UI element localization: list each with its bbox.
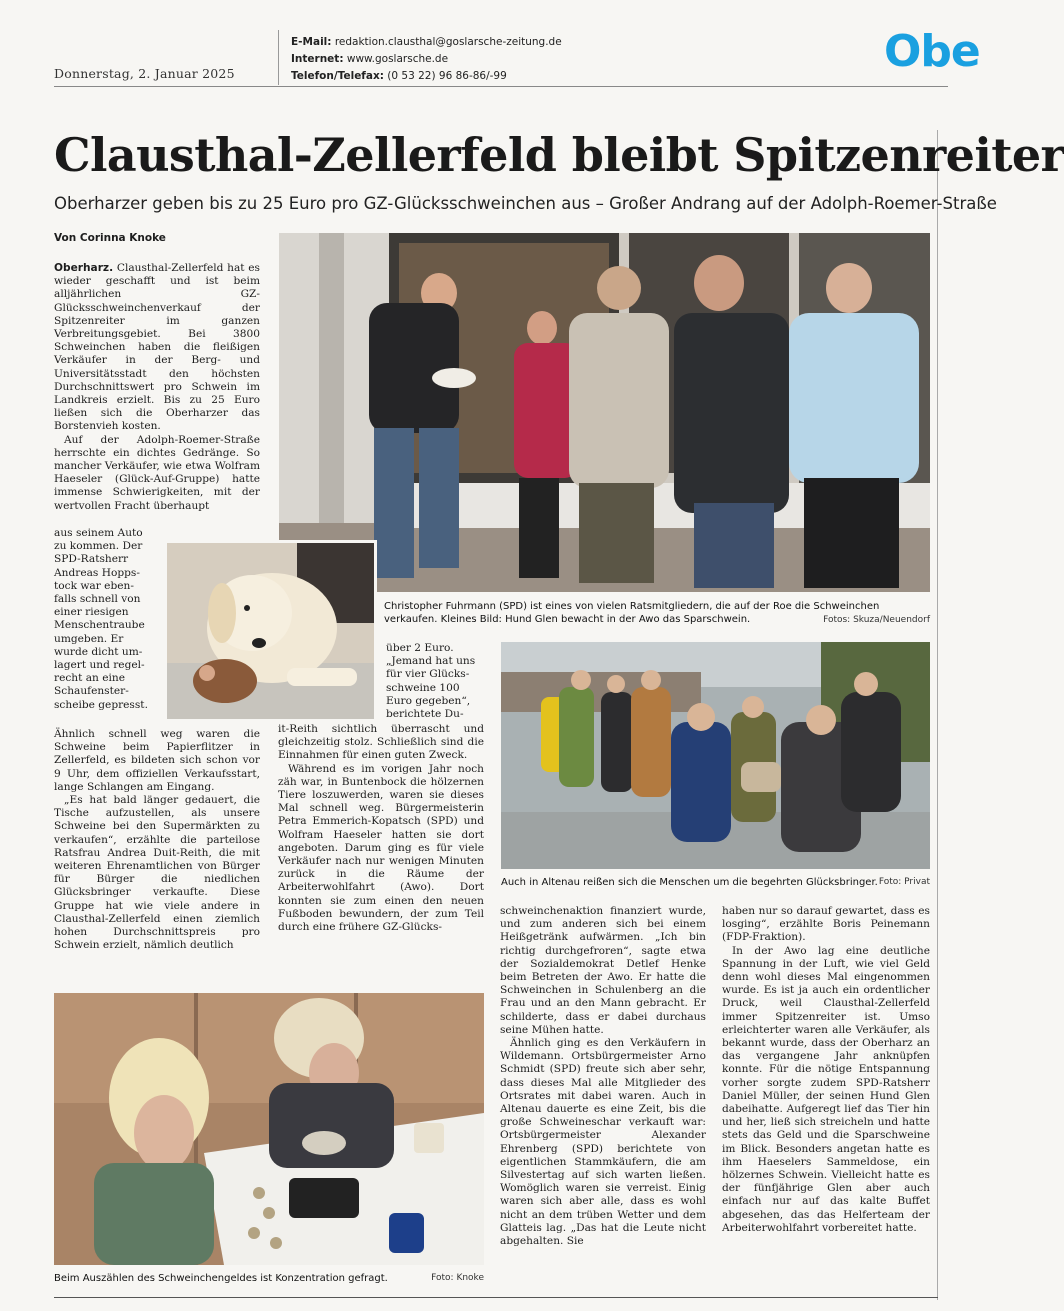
article-paragraph: Ähnlich ging es den Verkäufern in Wildemann. Ortsbürgermeister Arno Schmidt (SPD) freute sich aber sehr, dass dieses Mal alle Mitglieder des Ortsrates mit dabei waren. Auch in Altenau dauerte es eine Zeit, bis die große Schweineschar verkauft war: Ortsbürgermeister Alexander Ehrenberg (SPD) berichtete von eigentlichen Stammkäufern, die am Silvestertag auf sich warten ließen. Womöglich waren sie verreist. Einig waren sich aber alle, dass es wohl nicht an dem trüben Wetter und dem Glatteis lag. „Das hat die Leute nicht abgehalten. Sie (500, 1037, 706, 1248)
article-column-1-lower (54, 728, 260, 952)
article-paragraph: Während es im vorigen Jahr noch zäh war, in Buntenbock die hölzernen Tiere loszuwerden, waren sie dieses Mal schnell weg. Bürgermeisterin Petra Emmerich-Kopatsch (SPD) und Wolfram Haeseler hatten sie dort angeboten. Darum ging es für viele Verkäufer nach nur wenigen Minuten zurück in die Räume der Arbeiterwohlfahrt (Awo). Dort konnten sie zum einen den neuen Fußboden bewundern, der zum Teil durch eine frühere GZ-Glücks- (278, 762, 484, 934)
main-photo-caption: Christopher Fuhrmann (SPD) ist eines von vielen Ratsmitgliedern, die auf der Roe die Schweinchen verkaufen. Kleines Bild: Hund Glen bewacht in der Awo das Sparschwein. Fotos: Skuza/Neuendorf (384, 601, 930, 625)
section-brand: Obe (884, 26, 980, 77)
article-column-2 (278, 723, 484, 934)
contact-block (291, 34, 562, 85)
altenau-photo (501, 642, 930, 869)
header-divider (278, 30, 279, 85)
article-paragraph: Auf der Adolph-Roemer-Straße herrschte ein dichtes Gedränge. So mancher Verkäufer, wie etwa Wolfram Haeseler (Glück-Auf-Gruppe) hatte immense Schwierigkeiten, mit der wertvollen Fracht überhaupt (54, 433, 260, 512)
altenau-photo-caption: Auch in Altenau reißen sich die Menschen um die begehrten Glücksbringer. Foto: Privat (501, 877, 930, 888)
main-photo-credit: Fotos: Skuza/Neuendorf (823, 615, 930, 625)
article-paragraph: it-Reith sichtlich überrascht und gleichzeitig stolz. Schließlich sind die Einnahmen für einen guten Zweck. (278, 723, 484, 762)
article-byline: Von Corinna Knoke (54, 232, 166, 244)
dog-photo (164, 540, 377, 722)
counting-photo-credit: Foto: Knoke (431, 1273, 484, 1283)
article-paragraph: schweinchenaktion finanziert wurde, und zum anderen sich bei einem Heißgetränk aufwärmen. „Ich bin richtig durchgefroren“, sagte etwa der Sozialdemokrat Detlef Henke beim Betreten der Awo. Er hatte die Schweinchen in Schulenberg an die Frau und an den Mann gebracht. Er schilderte, dass er dabei durchaus seine Mühen hatte. (500, 905, 706, 1036)
header-rule (54, 86, 948, 87)
article-paragraph: haben nur so darauf gewartet, dass es losging“, erzählte Boris Peinemann (FDP-Fraktion). (722, 905, 930, 944)
altenau-photo-credit: Foto: Privat (878, 877, 930, 887)
article-column-1-narrow: aus seinem Auto zu kommen. Der SPD-Ratsherr Andreas Hopps- tock war eben- falls schnell von einer riesigen Menschentraube umgeben. Er wurde dicht um- lagert und regel- recht an eine Schaufenster- scheibe gepresst. (54, 527, 148, 711)
article-column-3 (500, 905, 706, 1248)
counting-photo-caption: Beim Auszählen des Schweinchengeldes ist Konzentration gefragt. Foto: Knoke (54, 1273, 484, 1284)
issue-date: Donnerstag, 2. Januar 2025 (54, 66, 235, 81)
article-paragraph: „Es hat bald länger gedauert, die Tische aufzustellen, als unsere Schweine bei den Supermärkten zu verkaufen“, erzählte die parteilose Ratsfrau Andrea Duit-Reith, die mit weiteren Ehrenamtlichen von Bürger für Bürger die niedlichen Glücksbringer verkaufte. Diese Gruppe hat wie viele andere in Clausthal-Zellerfeld einen ziemlich hohen Durchschnittspreis pro Schwein erzielt, nämlich deutlich (54, 794, 260, 952)
article-column-2-narrow: über 2 Euro. „Jemand hat uns für vier Glücks- schweine 100 Euro gegeben“, berichtete Du- (386, 642, 476, 721)
contact-internet: Internet: www.goslarsche.de (291, 53, 449, 65)
article-subheadline: Oberharzer geben bis zu 25 Euro pro GZ-Glücksschweinchen aus – Großer Andrang auf der Adolph-Roemer-Straße (54, 194, 997, 213)
article-paragraph: Oberharz. Clausthal-Zellerfeld hat es wieder geschafft und ist beim alljährlichen GZ-Glücksschweinchenverkauf der Spitzenreiter im ganzen Verbreitungsgebiet. Bei 3800 Schweinchen haben die fleißigen Verkäufer in der Berg- und Universitätsstadt den höchsten Durchschnittswert pro Schwein im Landkreis erzielt. Bis zu 25 Euro ließen sich die Oberharzer das Borstenvieh kosten. (54, 262, 260, 433)
article-paragraph: In der Awo lag eine deutliche Spannung in der Luft, wie viel Geld denn wohl dieses Mal eingenommen wurde. Es ist ja auch ein ordentlicher Druck, weil Clausthal-Zellerfeld immer Spitzenreiter ist. Umso erleichterter waren alle Verkäufer, als bekannt wurde, dass der Oberharz an das vergangene Jahr anknüpfen konnte. Für die nötige Entspannung vorher sorgte zudem SPD-Ratsherr Daniel Müller, der seinen Hund Glen dabeihatte. Aufgeregt lief das Tier hin und her, ließ sich streicheln und hatte stets das Geld und die Sparschweine im Blick. Besonders angetan hatte es ihm Haeselers Sammeldose, ein hölzernes Schwein. Vielleicht hatte es der fünfjährige Glen aber auch einfach nur auf das kalte Buffet abgesehen, das das Helferteam der Arbeiterwohlfahrt vorbereitet hatte. (722, 944, 930, 1234)
contact-phone: Telefon/Telefax: (0 53 22) 96 86-86/-99 (291, 70, 507, 82)
main-photo (279, 233, 930, 592)
article-column-1 (54, 262, 260, 513)
column-rule (937, 130, 938, 1300)
footer-rule (54, 1297, 938, 1298)
article-column-4 (722, 905, 930, 1235)
contact-email: E-Mail: redaktion.clausthal@goslarsche-zeitung.de (291, 36, 562, 48)
article-paragraph: Ähnlich schnell weg waren die Schweine beim Papierflitzer in Zellerfeld, es bildeten sich schon vor 9 Uhr, dem offiziellen Verkaufsstart, lange Schlangen am Eingang. (54, 728, 260, 793)
article-headline: Clausthal-Zellerfeld bleibt Spitzenreiter (54, 128, 1064, 182)
counting-photo (54, 993, 484, 1265)
